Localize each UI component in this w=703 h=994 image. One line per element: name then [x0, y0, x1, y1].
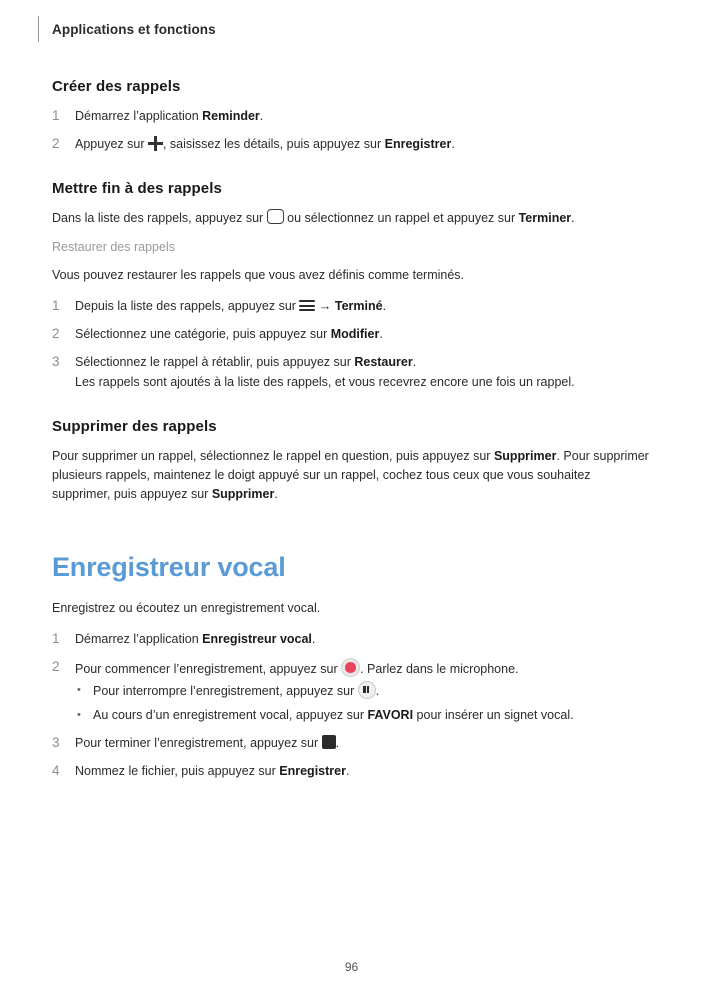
step-text-pre: Démarrez l’application	[75, 109, 203, 123]
step-text-mid: .	[335, 736, 340, 750]
step-text-mid: →	[315, 299, 335, 313]
step-number: 3	[52, 735, 60, 750]
bullet-dot-icon: •	[77, 709, 81, 721]
paragraph-text-bold-1: Supprimer	[493, 449, 557, 463]
chapter-title-enregistreur-vocal: Enregistreur vocal	[52, 552, 286, 582]
hamburger-menu-icon	[299, 299, 315, 312]
page-content	[52, 78, 652, 790]
step-text-bold: Modifier	[330, 327, 380, 341]
step-text-post: .	[311, 632, 316, 646]
paragraph-text-post: .	[571, 211, 575, 225]
step-text-pre: Sélectionnez le rappel à rétablir, puis appuyez sur	[75, 355, 355, 369]
step-number: 2	[52, 659, 60, 674]
steps-enregistreur	[52, 630, 652, 781]
subsection-title-restaurer: Restaurer des rappels	[52, 240, 175, 254]
bullet-text-pre: Au cours d’un enregistrement vocal, appuyez sur	[93, 708, 368, 722]
step-text-post: .	[382, 299, 387, 313]
paragraph-enregistreur-intro: Enregistrez ou écoutez un enregistrement vocal.	[52, 601, 321, 615]
section-title-mettre-fin: Mettre fin à des rappels	[52, 180, 222, 197]
steps-creer-rappels	[52, 107, 652, 154]
page-number: 96	[344, 960, 359, 974]
paragraph-restaurer-intro: Vous pouvez restaurer les rappels que vous avez définis comme terminés.	[52, 268, 465, 282]
step-text-bold: Restaurer	[354, 355, 413, 369]
bullet-list-enregistreur	[75, 681, 652, 725]
step-text-pre: Depuis la liste des rappels, appuyez sur	[75, 299, 300, 313]
step-number: 2	[52, 136, 60, 151]
step-text-post: .	[451, 137, 455, 151]
list-item	[52, 135, 652, 154]
step-text-pre: Pour terminer l’enregistrement, appuyez sur	[75, 736, 322, 750]
bullet-text-bold: FAVORI	[367, 708, 414, 722]
bullet-text-pre: Pour interrompre l’enregistrement, appuyez sur	[93, 684, 358, 698]
pause-button-icon	[358, 681, 376, 699]
list-item	[52, 630, 652, 649]
paragraph-text-mid: ou sélectionnez un rappel et appuyez sur	[283, 211, 519, 225]
bullet-dot-icon: •	[77, 684, 81, 696]
step-text-bold: Reminder	[202, 109, 260, 123]
step-text-bold: Terminé	[334, 299, 383, 313]
step-text-post: .	[345, 764, 350, 778]
paragraph-text-1: Pour supprimer un rappel, sélectionnez le rappel en question, puis appuyez sur	[52, 449, 494, 463]
steps-restaurer	[52, 297, 652, 392]
step-number: 2	[52, 326, 60, 341]
list-item	[52, 325, 652, 344]
list-item	[52, 107, 652, 126]
paragraph-text-bold-2: Supprimer	[211, 487, 275, 501]
step-text-pre: Sélectionnez une catégorie, puis appuyez sur	[75, 327, 331, 341]
list-item	[52, 734, 652, 753]
header-title: Applications et fonctions	[52, 22, 216, 37]
paragraph-text-pre: Dans la liste des rappels, appuyez sur	[52, 211, 267, 225]
paragraph-supprimer	[52, 447, 652, 504]
step-number: 3	[52, 354, 60, 369]
step-text-bold: Enregistrer	[279, 764, 346, 778]
plus-icon	[148, 136, 163, 151]
section-title-supprimer: Supprimer des rappels	[52, 418, 217, 435]
step-text-post: .	[379, 327, 383, 341]
step-text-pre: Appuyez sur	[75, 137, 148, 151]
rounded-square-icon	[267, 209, 284, 224]
step-text-post: .	[412, 355, 417, 369]
list-item	[75, 706, 652, 725]
paragraph-text-2: . Pour supprimer plusieurs rappels, maintenez le doigt appuyé sur un rappel, cochez tous ceux que vous souhaitez supprimer, puis appuyez sur	[52, 449, 649, 501]
paragraph-text-3: .	[274, 487, 278, 501]
paragraph-mettre-fin	[52, 209, 652, 228]
list-item	[52, 658, 652, 725]
bullet-text-post: .	[375, 684, 380, 698]
paragraph-text-bold: Terminer	[518, 211, 572, 225]
header-divider	[38, 16, 39, 42]
step-text-pre: Pour commencer l’enregistrement, appuyez sur	[75, 662, 342, 676]
list-item	[52, 297, 652, 316]
section-title-creer-rappels: Créer des rappels	[52, 78, 181, 95]
step-text-bold: Enregistreur vocal	[202, 632, 312, 646]
step-text-post: .	[259, 109, 264, 123]
list-item	[75, 681, 652, 701]
step-text-mid: , saisissez les détails, puis appuyez sur	[162, 137, 385, 151]
step-text-bold: Enregistrer	[384, 137, 452, 151]
list-item	[52, 353, 652, 392]
step-number: 4	[52, 763, 60, 778]
step-number: 1	[52, 298, 60, 313]
step-text-continuation: Les rappels sont ajoutés à la liste des rappels, et vous recevrez encore une fois un rappel.	[75, 375, 575, 389]
step-text-pre: Nommez le fichier, puis appuyez sur	[75, 764, 280, 778]
record-button-icon	[341, 658, 360, 677]
step-number: 1	[52, 631, 60, 646]
step-number: 1	[52, 108, 60, 123]
bullet-text-post: pour insérer un signet vocal.	[413, 708, 574, 722]
step-text-pre: Démarrez l’application	[75, 632, 203, 646]
list-item	[52, 762, 652, 781]
stop-button-icon	[322, 735, 336, 749]
page-header	[52, 22, 216, 37]
step-text-mid: . Parlez dans le microphone.	[360, 662, 519, 676]
